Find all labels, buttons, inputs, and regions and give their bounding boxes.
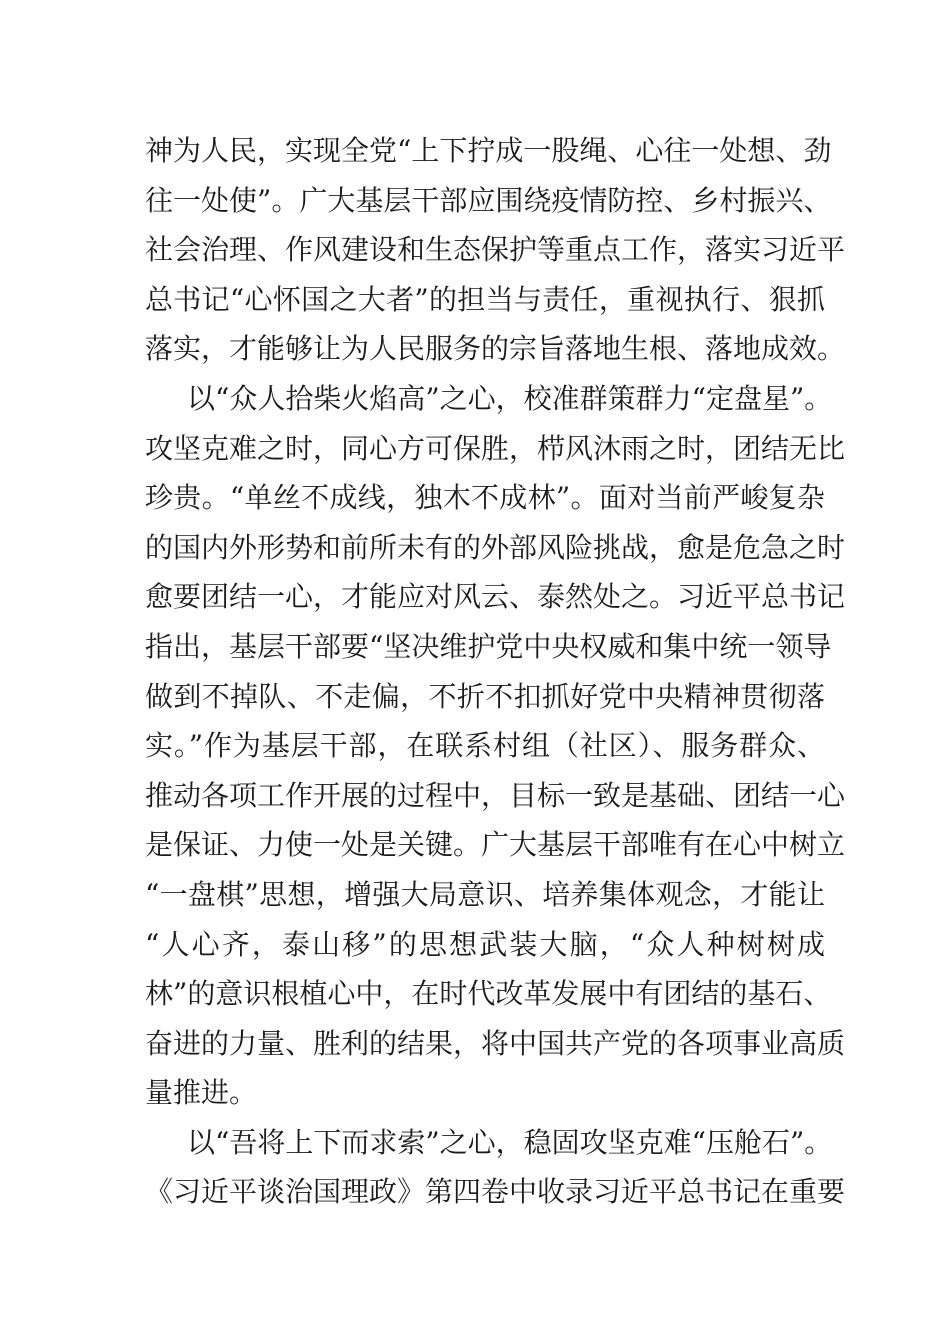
- text-line: 珍贵。“单丝不成线，独木不成林”。面对当前严峻复杂: [145, 481, 825, 515]
- text-line: 量推进。: [145, 1076, 258, 1110]
- body-text: [145, 126, 846, 1217]
- text-line: 社会治理、作风建设和生态保护等重点工作，落实习近平: [145, 233, 846, 267]
- text-line: 的国内外形势和前所未有的外部风险挑战，愈是危急之时: [145, 530, 846, 564]
- text-line: 《习近平谈治国理政》第四卷中收录习近平总书记在重要: [145, 1175, 846, 1209]
- text-line: 神为人民，实现全党“上下拧成一股绳、心往一处想、劲: [145, 134, 832, 167]
- text-line: 落实，才能够让为人民服务的宗旨落地生根、落地成效。: [145, 332, 846, 366]
- text-line: 推动各项工作开展的过程中，目标一致是基础、团结一心: [145, 778, 846, 812]
- text-line: 总书记“心怀国之大者”的担当与责任，重视执行、狠抓: [145, 282, 825, 316]
- text-line: 是保证、力使一处是关键。广大基层干部唯有在心中树立: [145, 828, 846, 862]
- text-line: 奋进的力量、胜利的结果，将中国共产党的各项事业高质: [145, 1026, 846, 1060]
- text-line: 实。”作为基层干部，在联系村组（社区）、服务群众、: [145, 729, 825, 763]
- text-line: 以“吾将上下而求索”之心，稳固攻坚克难“压舱石”。: [187, 1125, 833, 1159]
- text-line: 林”的意识根植心中，在时代改革发展中有团结的基石、: [145, 977, 832, 1011]
- text-line: 以“众人拾柴火焰高”之心，校准群策群力“定盘星”。: [187, 381, 833, 415]
- text-line: “人心齐，泰山移”的思想武装大脑，“众人种树树成: [145, 927, 825, 961]
- text-line: 做到不掉队、不走偏，不折不扣抓好党中央精神贯彻落: [145, 679, 825, 713]
- text-line: 指出，基层干部要“坚决维护党中央权威和集中统一领导: [145, 629, 832, 663]
- text-line: 愈要团结一心，才能应对风云、泰然处之。习近平总书记: [145, 580, 846, 614]
- text-line: 往一处使”。广大基层干部应围绕疫情防控、乡村振兴、: [145, 183, 832, 217]
- text-line: 攻坚克难之时，同心方可保胜，栉风沐雨之时，团结无比: [145, 431, 846, 465]
- text-line: “一盘棋”思想，增强大局意识、培养集体观念，才能让: [145, 877, 825, 911]
